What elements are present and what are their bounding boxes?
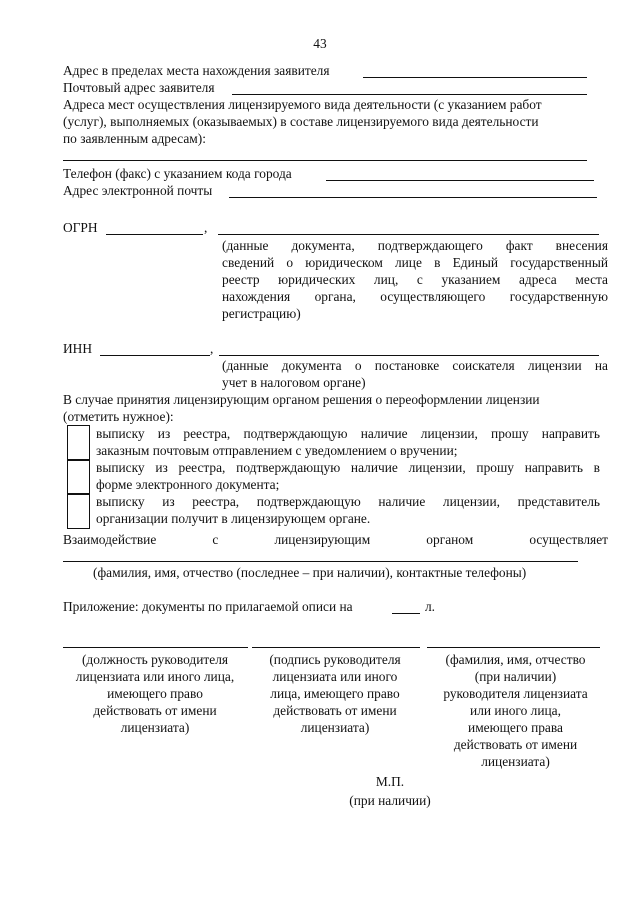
inn-note-line-1: (данные документа о постановке соискателя лицензии на [222,358,608,373]
ogrn-note-line-4: нахождения органа, осуществляющего государственную [222,289,608,304]
ogrn-note-line-1: (данные документа, подтверждающего факт внесения [222,238,608,253]
reissue-intro-line-2: (отметить нужное): [63,409,174,424]
name-caption-line: имеющего права [468,720,563,735]
signature-caption-line: лица, имеющего право [270,686,400,701]
activity-addresses-line-3: по заявленным адресам): [63,131,206,146]
name-caption-line: руководителя лицензиата [443,686,588,701]
appendix-text: Приложение: документы по прилагаемой описи на [63,599,353,614]
postal-address-field[interactable] [232,94,587,95]
position-caption-line: лицензиата или иного лица, [75,669,235,684]
option-electronic-checkbox[interactable] [67,459,90,495]
option-postal-checkbox[interactable] [67,425,90,461]
interaction-text: Взаимодействие с лицензирующим органом осуществляет [63,532,608,547]
ogrn-note-line-3: реестр юридических лиц, с указанием адреса места [222,272,608,287]
ogrn-note-line-5: регистрацию) [222,306,301,321]
option-in-person-line-1: выписку из реестра, подтверждающую наличие лицензии, представитель [96,494,600,509]
option-in-person-line-2: организации получит в лицензирующем органе. [96,511,371,526]
interaction-caption: (фамилия, имя, отчество (последнее – при наличии), контактные телефоны) [93,565,527,580]
position-caption-line: имеющего право [107,686,203,701]
option-postal-line-1: выписку из реестра, подтверждающую наличие лицензии, прошу направить [96,426,600,441]
name-caption-line: или иного лица, [470,703,561,718]
activity-addresses-field[interactable] [63,160,587,161]
ogrn-details-field[interactable] [218,234,599,235]
name-signature-line[interactable] [427,647,600,648]
option-in-person-checkbox[interactable] [67,493,90,529]
interaction-field[interactable] [63,561,578,562]
option-electronic-line-2: форме электронного документа; [96,477,280,492]
inn-details-field[interactable] [219,355,599,356]
position-caption [55,651,255,736]
reissue-intro-line-1: В случае принятия лицензирующим органом решения о переоформлении лицензии [63,392,540,407]
email-field[interactable] [229,197,597,198]
name-caption-line: лицензиата) [481,754,550,769]
appendix-suffix: л. [425,599,436,614]
signature-caption-line: (подпись руководителя [269,652,401,667]
position-caption-line: действовать от имени [93,703,217,718]
address-location-label: Адрес в пределах места нахождения заявителя [63,63,330,78]
activity-addresses-line-1: Адреса мест осуществления лицензируемого вида деятельности (с указанием работ [63,97,542,112]
appendix-pages-field[interactable] [392,613,420,614]
ogrn-note-line-2: сведений о юридическом лице в Единый государственный [222,255,608,270]
signature-line[interactable] [252,647,420,648]
page-number: 43 [313,36,327,51]
position-caption-line: лицензиата) [120,720,190,735]
address-location-field[interactable] [363,77,587,78]
inn-note-line-2: учет в налоговом органе) [222,375,366,390]
inn-label: ИНН [63,341,93,356]
option-postal-line-2: заказным почтовым отправлением с уведомлением о вручении; [96,443,458,458]
name-caption-line: (фамилия, имя, отчество [445,652,586,667]
email-label: Адрес электронной почты [63,183,213,198]
postal-address-label: Почтовый адрес заявителя [63,80,215,95]
ogrn-label: ОГРН [63,220,98,235]
ogrn-number-field[interactable] [106,234,203,235]
name-caption-line: действовать от имени [453,737,578,752]
signature-caption-line: лицензиата) [300,720,370,735]
option-electronic-line-1: выписку из реестра, подтверждающую наличие лицензии, прошу направить в [96,460,600,475]
name-caption-line: (при наличии) [474,669,557,684]
position-caption-line: (должность руководителя [81,652,229,667]
signature-caption [240,651,430,736]
phone-field[interactable] [326,180,594,181]
position-signature-line[interactable] [63,647,248,648]
activity-addresses-line-2: (услуг), выполняемых (оказываемых) в составе лицензируемого вида деятельности [63,114,539,129]
inn-comma: , [210,341,214,356]
stamp-label: М.П. [375,774,405,789]
inn-number-field[interactable] [100,355,210,356]
ogrn-comma: , [204,220,208,235]
phone-label: Телефон (факс) с указанием кода города [63,166,292,181]
name-caption [423,651,608,770]
signature-caption-line: лицензиата или иного [272,669,398,684]
signature-caption-line: действовать от имени [273,703,397,718]
stamp-note: (при наличии) [349,793,431,808]
